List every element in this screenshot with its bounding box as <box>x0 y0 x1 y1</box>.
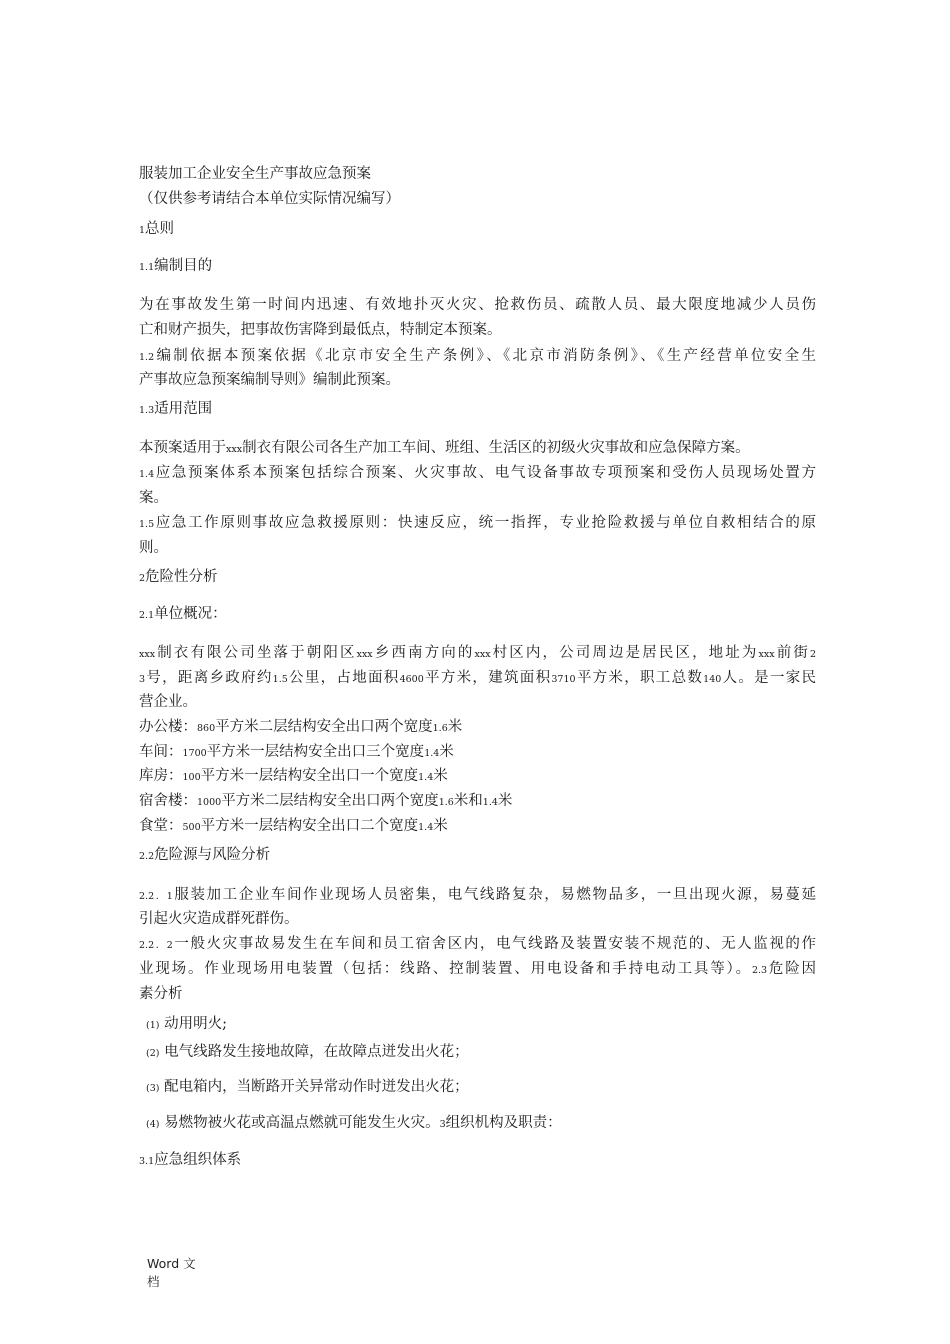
placeholder-text: xxx <box>474 649 491 660</box>
building-name: 宿舍楼： <box>139 793 197 809</box>
paragraph-line: 营企业。 <box>139 694 197 710</box>
paragraph-line <box>139 643 816 665</box>
number-text: 500 <box>182 822 201 833</box>
building-name: 车间： <box>139 744 183 760</box>
building-row <box>139 766 448 788</box>
paragraph-line: 亡和财产损失，把事故伤害降到最低点，特制定本预案。 <box>139 322 502 338</box>
number-text: 860 <box>197 723 216 734</box>
heading-number: 1 <box>139 225 146 236</box>
heading-text: 总则 <box>145 221 175 237</box>
number-text: 140 <box>703 674 722 685</box>
text: 米和 <box>453 793 483 809</box>
number-text: 1.6 <box>438 797 454 808</box>
text: 服装加工企业车间作业现场人员密集，电气线路复杂，易燃物品多，一旦出现火源，易蔓延 <box>172 887 816 903</box>
list-item <box>146 1042 469 1064</box>
item-text: 组织机构及职责： <box>445 1115 562 1131</box>
text: 平方米，职工总数 <box>575 670 704 686</box>
text: 米 <box>439 744 454 760</box>
heading-number: 2.3 <box>751 965 768 976</box>
heading-number: 3 <box>439 1119 446 1130</box>
paragraph-line <box>139 668 816 690</box>
text: 米 <box>447 719 463 735</box>
footer-line: Word 文 <box>147 1256 196 1271</box>
list-item <box>146 1077 469 1099</box>
number-text: 1700 <box>182 748 207 759</box>
text: 公里，占地面积 <box>287 670 400 686</box>
text: 米 <box>433 818 448 834</box>
building-row <box>139 717 462 739</box>
heading-number: 2 <box>139 573 146 584</box>
text: 乡西南方向的 <box>372 645 475 661</box>
building-name: 办公楼： <box>139 719 197 735</box>
heading-number: 3.1 <box>139 1156 155 1167</box>
paragraph-line: 引起火灾造成群死群伤。 <box>139 911 299 927</box>
paragraph-line <box>139 959 816 981</box>
paragraph-text: 应急工作原则事故应急救援原则：快速反应，统一指挥，专业抢险救援与单位自救相结合的原 <box>154 515 816 531</box>
paragraph-text: 应急预案体系本预案包括综合预案、火灾事故、电气设备事故专项预案和受伤人员现场处置方 <box>154 465 816 481</box>
document-title: 服装加工企业安全生产事故应急预案 <box>139 166 371 182</box>
heading-number: 2.2 <box>139 851 155 862</box>
item-text: 动用明火; <box>164 1016 227 1032</box>
heading-1-3 <box>139 399 212 421</box>
number-text: 100 <box>182 772 201 783</box>
number-text: 4600 <box>399 674 424 685</box>
number-text: 1.5 <box>272 674 288 685</box>
number-text: 1.4 <box>418 822 434 833</box>
heading-text: 适用范围 <box>154 401 213 417</box>
heading-1 <box>139 219 174 241</box>
text: 制衣有限公司坐落于朝阳区 <box>155 645 357 661</box>
number-text: 2 <box>809 649 817 660</box>
heading-number: 1.5 <box>139 519 155 530</box>
heading-number: 1.4 <box>139 469 155 480</box>
heading-3-1 <box>139 1150 241 1172</box>
heading-number: 2.2．1 <box>139 891 173 902</box>
heading-number: 1.1 <box>139 262 155 273</box>
paragraph-line: 素分析 <box>139 986 183 1002</box>
text: 米 <box>497 793 513 809</box>
placeholder-text: xxx <box>139 649 156 660</box>
paragraph-text: 编制依据本预案依据《北京市安全生产条例》、《北京市消防条例》、《生产经营单位安全生 <box>154 348 816 364</box>
text: 平方米，建筑面积 <box>423 670 552 686</box>
text: 一般火灾事故易发生在车间和员工宿舍区内，电气线路及装置安装不规范的、无人监视的作 <box>172 936 816 952</box>
item-text: 电气线路发生接地故障，在故障点迸发出火花； <box>164 1044 469 1060</box>
building-name: 食堂： <box>139 818 183 834</box>
number-text: 1000 <box>197 797 222 808</box>
text: 村区内，公司周边是居民区，地址为 <box>490 645 759 661</box>
list-item <box>146 1014 227 1036</box>
text: 平方米二层结构安全出口两个宽度 <box>215 719 433 735</box>
item-text: 易燃物被火花或高温点燃就可能发生火灾。 <box>164 1115 440 1131</box>
heading-2-2 <box>139 845 270 867</box>
paragraph-line: 则。 <box>139 540 168 556</box>
paragraph-line <box>139 934 816 956</box>
building-row <box>139 816 448 838</box>
list-item <box>146 1113 562 1135</box>
number-text: 1.4 <box>482 797 498 808</box>
placeholder-text: xxx <box>758 649 775 660</box>
placeholder-text: xxx <box>226 444 243 455</box>
document-subtitle: （仅供参考请结合本单位实际情况编写） <box>139 191 400 207</box>
heading-2 <box>139 567 218 589</box>
paragraph-line <box>139 885 816 907</box>
heading-text: 危险性分析 <box>145 569 218 585</box>
text: 人。是一家民 <box>721 670 817 686</box>
text: 平方米一层结构安全出口三个宽度 <box>206 744 425 760</box>
item-number: (1) <box>146 1020 160 1031</box>
building-row <box>139 791 512 813</box>
item-number: (3) <box>146 1083 160 1094</box>
text: 米 <box>433 768 448 784</box>
text: 平方米一层结构安全出口二个宽度 <box>200 818 419 834</box>
building-row <box>139 742 454 764</box>
paragraph-line <box>139 438 750 460</box>
text: 前街 <box>774 645 810 661</box>
heading-text: 应急组织体系 <box>154 1152 242 1168</box>
section-1-4-line <box>139 463 816 485</box>
item-text: 配电箱内，当断路开关异常动作时迸发出火花； <box>164 1079 469 1095</box>
paragraph-line: 案。 <box>139 490 168 506</box>
heading-text: 危险源与风险分析 <box>154 847 271 863</box>
text: 平方米二层结构安全出口两个宽度 <box>221 793 439 809</box>
page-footer <box>147 1255 196 1291</box>
text: 业现场。作业现场用电装置（包括：线路、控制装置、用电设备和手持电动工具等）。 <box>139 961 752 977</box>
paragraph-line: 为在事故发生第一时间内迅速、有效地扑灭火灾、抢救伤员、疏散人员、最大限度地减少人员伤 <box>139 297 816 313</box>
building-name: 库房： <box>139 768 183 784</box>
paragraph-line: 产事故应急预案编制导则》编制此预案。 <box>139 372 400 388</box>
item-number: (4) <box>146 1119 160 1130</box>
item-number: (2) <box>146 1048 160 1059</box>
text: 制衣有限公司各生产加工车间、班组、生活区的初级火灾事故和应急保障方案。 <box>242 440 750 456</box>
section-1-2-line <box>139 346 816 368</box>
text: 平方米一层结构安全出口一个宽度 <box>200 768 419 784</box>
text: 危险因 <box>767 961 817 977</box>
text: 号，距离乡政府约 <box>145 670 273 686</box>
section-1-5-line <box>139 513 816 535</box>
number-text: 3710 <box>551 674 576 685</box>
number-text: 3 <box>139 674 146 685</box>
heading-number: 1.3 <box>139 405 155 416</box>
heading-number: 2.1 <box>139 610 155 621</box>
heading-2-1 <box>139 604 227 626</box>
footer-line: 档 <box>147 1274 160 1289</box>
heading-1-1 <box>139 256 212 278</box>
heading-text: 编制目的 <box>154 258 213 274</box>
number-text: 1.4 <box>424 748 440 759</box>
text: 本预案适用于 <box>139 440 226 456</box>
heading-text: 单位概况： <box>154 606 227 622</box>
number-text: 1.6 <box>432 723 448 734</box>
number-text: 1.4 <box>418 772 434 783</box>
heading-number: 2.2．2 <box>139 940 173 951</box>
heading-number: 1.2 <box>139 352 155 363</box>
placeholder-text: xxx <box>356 649 373 660</box>
